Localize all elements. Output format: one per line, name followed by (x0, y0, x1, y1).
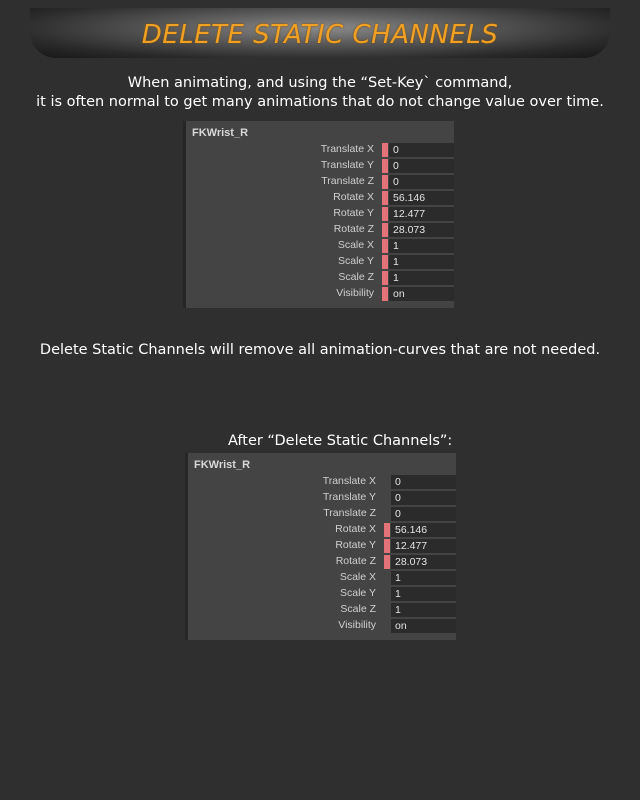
keyframe-marker (382, 207, 388, 221)
channel-list (186, 142, 454, 302)
channel-value-field[interactable]: 0 (391, 507, 456, 521)
channel-row-translate-y (188, 490, 456, 506)
keyframe-marker (384, 603, 390, 617)
channel-row-rotate-x (188, 522, 456, 538)
channel-list (188, 474, 456, 634)
channel-value-field[interactable]: 12.477 (391, 539, 456, 553)
channel-value-field[interactable]: 0 (389, 159, 454, 173)
intro-text (0, 74, 640, 112)
keyframe-marker (384, 619, 390, 633)
channel-label: Rotate X (333, 191, 374, 203)
keyframe-marker (382, 239, 388, 253)
channel-value-field[interactable]: 0 (389, 143, 454, 157)
channel-row-translate-z (188, 506, 456, 522)
keyframe-marker (384, 539, 390, 553)
keyframe-marker (382, 255, 388, 269)
channel-value-field[interactable]: on (389, 287, 454, 301)
channel-value-field[interactable]: 56.146 (391, 523, 456, 537)
channel-value-field[interactable]: 28.073 (389, 223, 454, 237)
channel-label: Scale Z (340, 603, 376, 615)
channel-row-rotate-x (186, 190, 454, 206)
channel-row-translate-x (188, 474, 456, 490)
keyframe-marker (382, 223, 388, 237)
title-banner (30, 8, 610, 58)
channel-box-before (183, 121, 454, 308)
keyframe-marker (384, 491, 390, 505)
keyframe-marker (382, 143, 388, 157)
channel-value-field[interactable]: 1 (391, 603, 456, 617)
description-text: Delete Static Channels will remove all animation-curves that are not needed. (39, 342, 601, 358)
keyframe-marker (382, 159, 388, 173)
channel-value-field[interactable]: 56.146 (389, 191, 454, 205)
channel-row-rotate-z (186, 222, 454, 238)
channel-label: Visibility (338, 619, 376, 631)
channel-label: Scale X (339, 571, 376, 583)
channel-label: Rotate X (335, 523, 376, 535)
channel-box-node-name: FKWrist_R (194, 459, 251, 471)
channel-row-translate-x (186, 142, 454, 158)
channel-value-field[interactable]: on (391, 619, 456, 633)
keyframe-marker (384, 523, 390, 537)
channel-label: Scale X (337, 239, 374, 251)
keyframe-marker (384, 507, 390, 521)
channel-value-field[interactable]: 0 (389, 175, 454, 189)
channel-row-rotate-z (188, 554, 456, 570)
channel-label: Scale Y (340, 587, 376, 599)
channel-label: Translate Y (320, 159, 374, 171)
channel-row-translate-z (186, 174, 454, 190)
channel-label: Rotate Z (335, 555, 376, 567)
channel-label: Translate X (320, 143, 374, 155)
channel-value-field[interactable]: 1 (389, 239, 454, 253)
channel-row-scale-y (186, 254, 454, 270)
channel-label: Translate Z (323, 507, 376, 519)
channel-value-field[interactable]: 28.073 (391, 555, 456, 569)
banner-title: DELETE STATIC CHANNELS (141, 20, 499, 50)
channel-box-node-name: FKWrist_R (192, 127, 249, 139)
channel-row-rotate-y (186, 206, 454, 222)
channel-row-scale-x (186, 238, 454, 254)
channel-row-scale-x (188, 570, 456, 586)
channel-value-field[interactable]: 1 (389, 255, 454, 269)
channel-row-scale-y (188, 586, 456, 602)
keyframe-marker (384, 555, 390, 569)
keyframe-marker (382, 271, 388, 285)
keyframe-marker (384, 475, 390, 489)
channel-value-field[interactable]: 0 (391, 475, 456, 489)
channel-box-after (185, 453, 456, 640)
channel-row-rotate-y (188, 538, 456, 554)
channel-value-field[interactable]: 0 (391, 491, 456, 505)
channel-label: Rotate Y (333, 207, 374, 219)
channel-label: Scale Z (338, 271, 374, 283)
channel-value-field[interactable]: 1 (391, 571, 456, 585)
channel-label: Translate Y (322, 491, 376, 503)
channel-value-field[interactable]: 12.477 (389, 207, 454, 221)
intro-line-2: it is often normal to get many animations that do not change value over time. (36, 94, 604, 110)
channel-row-scale-z (188, 602, 456, 618)
keyframe-marker (384, 571, 390, 585)
channel-label: Scale Y (338, 255, 374, 267)
channel-label: Visibility (336, 287, 374, 299)
channel-label: Translate Z (321, 175, 374, 187)
channel-label: Rotate Y (335, 539, 376, 551)
channel-row-scale-z (186, 270, 454, 286)
channel-row-translate-y (186, 158, 454, 174)
channel-value-field[interactable]: 1 (391, 587, 456, 601)
keyframe-marker (382, 191, 388, 205)
intro-line-1: When animating, and using the “Set-Key` command, (127, 75, 513, 91)
channel-label: Translate X (322, 475, 376, 487)
keyframe-marker (382, 175, 388, 189)
channel-label: Rotate Z (333, 223, 374, 235)
channel-row-visibility (186, 286, 454, 302)
keyframe-marker (384, 587, 390, 601)
channel-value-field[interactable]: 1 (389, 271, 454, 285)
channel-row-visibility (188, 618, 456, 634)
after-heading: After “Delete Static Channels”: (228, 433, 453, 449)
keyframe-marker (382, 287, 388, 301)
